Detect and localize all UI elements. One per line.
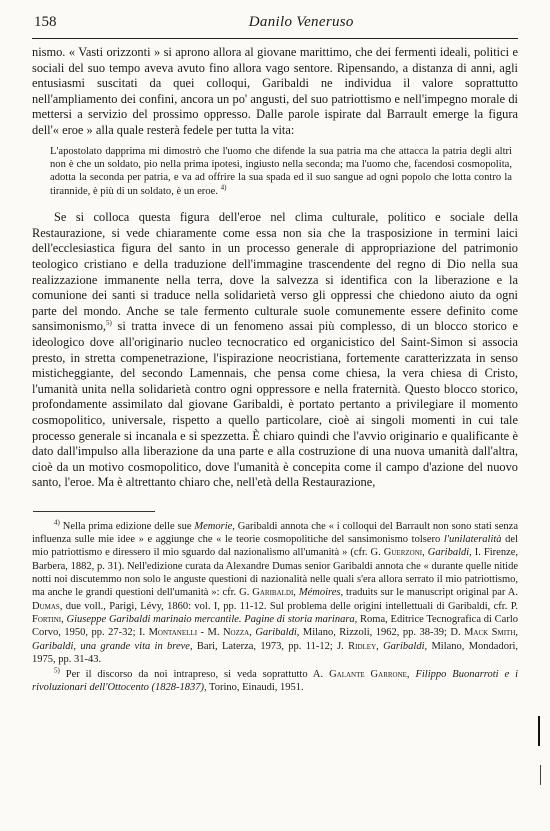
- fn4-text: , Garibaldi annota che « i colloqui del Barrault non sono stati senza influenza sulle mie idee » e aggiunge che « le teorie cosmopolitiche del sansimonismo tolsero: [32, 520, 518, 546]
- footnote-5-number: 5): [54, 666, 60, 675]
- book-page: [32, 14, 518, 697]
- fn4-italic: Mémoires: [298, 587, 341, 599]
- fn4-text: , Roma, Editrice Tecnografica di Carlo Corvo, 1950, pp. 27-32; I.: [32, 613, 518, 639]
- fn4-text: , Milano, Rizzoli, 1962, pp. 38-39; D.: [296, 627, 465, 639]
- fn4-author: Nozza: [222, 627, 250, 639]
- body-paragraph-1: nismo. « Vasti orizzonti » si aprono allora al giovane marittimo, che dei fermenti ideali, politici e sociali del suo tempo aveva avuto fino allora vago sentore. Ripensando, a distanza di anni, agli entusiasmi suscitati da quei colloqui, Garibaldi ne individua il valore soprattutto nell'ampliamento dei confini, ancora un po' angusti, del suo patriottismo e nell'impegno morale di mettersi a servizio del prossimo oppresso. Dalle parole ispirate dal Barrault emerge la figura dell'« eroe » alla quale resterà fedele per tutta la vita:: [32, 45, 518, 137]
- fn4-text: , traduits sur le manuscript original par A.: [340, 587, 518, 599]
- fn4-text: - M.: [197, 627, 223, 639]
- fn4-text: , I. Firenze, Barbera, 1882, p. 31). Nell'edizione curata da Alexandre Dumas senior Garibaldi annota che « durante quelle nitide notti noi discutemmo non solo le anguste questioni di nazionalità nelle quali s'era allora serrato il mio patriottismo, ma anche le grandi questioni dell'umanità »: cfr. G.: [32, 547, 519, 599]
- fn4-italic: Giuseppe Garibaldi marinaio mercantile. Pagine di storia marinara: [66, 613, 355, 625]
- fn4-italic: Garibaldi, una grande vita in breve: [32, 640, 190, 652]
- fn4-italic: Garibaldi: [427, 547, 470, 559]
- header-rule: [32, 38, 518, 39]
- footnote-separator: [33, 511, 155, 512]
- fn4-italic: Garibaldi: [383, 640, 425, 652]
- fn4-text: ,: [61, 613, 67, 625]
- running-head-author: Danilo Veneruso: [248, 14, 354, 30]
- fn4-author: Ridley: [348, 640, 377, 652]
- fn4-text: Nella prima edizione delle sue: [59, 520, 195, 532]
- fn4-text: , Milano, Mondadori, 1975, pp. 31-43.: [32, 640, 519, 665]
- paragraph-2-part-2: si tratta invece di un fenomeno assai più complesso, di un blocco storico e ideologico dove all'originario nucleo tecnocratico ed organicistico del Saint-Simon si associa presto, in stretta compenetrazione, l'ispirazione neocristiana, fortemente caratterizzata in senso misticheggiante, del secondo Lamennais, che pensa come chiesa, la vera chiesa di Cristo, l'umanità unita nella solidarietà contro ogni oppressore e nella fraternità. Questo blocco storico, profondamente assimilato dal giovane Garibaldi, è portato pertanto a privilegiare il momento cosmopolitico, universale, rispetto a quello particolare, cioè ai singoli momenti in cui tale processo generale si incanala e si spezzetta. È chiaro quindi che l'avvio originario e qualificante è dato dall'impulso alla liberazione da una parte e alla costruzione di una nuova umanità dall'altra, cioè da un motivo cosmopolitico, dove l'umanità è concepita come il campo d'azione del nuovo santo, l'eroe. Ma è altrettanto chiaro che, nell'età della Restaurazione,: [32, 319, 518, 490]
- running-header: [32, 14, 518, 38]
- fn4-text: del mio patriottismo e diressero il mio sguardo dal nazionalismo all'umanità » (cfr. G.: [32, 534, 519, 559]
- fn5-author: Galante Garrone: [329, 669, 407, 681]
- fn5-text: ,: [406, 669, 416, 681]
- fn4-text: ,: [515, 627, 519, 639]
- footnote-ref-4[interactable]: 4): [220, 183, 227, 192]
- footnote-ref-5[interactable]: 5): [106, 319, 112, 328]
- fn4-author: Montanelli: [148, 627, 198, 639]
- fn4-text: ,: [249, 627, 256, 639]
- page-number: 158: [34, 14, 57, 30]
- fn4-text: ,: [376, 640, 384, 652]
- scan-margin-mark: [540, 765, 541, 785]
- fn5-italic: Filippo Buonarroti e i rivoluzionari dell'Ottocento (1828-1837): [32, 669, 518, 694]
- fn5-text: , Torino, Einaudi, 1951.: [203, 682, 304, 694]
- footnotes: [32, 520, 518, 695]
- footnote-4: [32, 520, 518, 666]
- scan-margin-mark: [538, 716, 540, 746]
- fn4-italic: l'unilateralità: [443, 534, 502, 546]
- paragraph-2-part-1: Se si colloca questa figura dell'eroe nel clima culturale, politico e sociale della Restaurazione, si vede chiaramente come essa non sia che la trasposizione in termini laici dell'ecclesiastica figura del santo in un processo generale di appropriazione del patrimonio teologico cristiano e della traduzione dell'immagine trascendente del regno di Dio nella sua realizzazione immanente nella terra, dove la salvezza si identifica con la liberazione e la comunione dei santi si traduce nella solidarietà verso gli oppressi che chiedono aiuto da ogni parte del mondo. Anche se tale fermento culturale suole comunemente essere definito come sansimonismo,: [32, 210, 518, 334]
- fn5-text: Per il discorso da noi intrapreso, si veda soprattutto A.: [59, 669, 330, 681]
- fn4-author: Fortini: [32, 613, 62, 625]
- fn4-text: ,: [422, 547, 428, 559]
- quote-text: L'apostolato dapprima mi dimostrò che l'uomo che difende la sua patria ma che attacca la patria degli altri non è che un soldato, pio nella prima ipotesi, ingiusto nella seconda; ma l'uomo che, facendosi cosmopolita, adotta la seconda per patria, e va ad offrire la sua spada ed il suo sangue ad ogni popolo che lotta contro la tirannide, è più di un soldato, è un eroe.: [50, 145, 512, 197]
- fn4-italic: Garibaldi: [255, 627, 297, 639]
- body-paragraph-2: [32, 210, 518, 491]
- fn4-author: Garibaldi: [252, 587, 294, 599]
- footnote-5: [32, 668, 518, 695]
- fn4-author: Dumas: [32, 600, 60, 612]
- fn4-italic: Memorie: [194, 520, 233, 532]
- fn4-author: Mack Smith: [464, 627, 516, 639]
- fn4-text: , due voll., Parigi, Lévy, 1860: vol. I, pp. 11-12. Sul problema delle origini intellettuali di Garibaldi, cfr. P.: [59, 600, 518, 612]
- block-quote: [50, 145, 512, 199]
- footnote-4-number: 4): [54, 518, 60, 527]
- fn4-author: Guerzoni: [383, 547, 423, 559]
- fn4-text: , Bari, Laterza, 1973, pp. 11-12; J.: [189, 640, 349, 652]
- fn4-text: ,: [293, 587, 299, 599]
